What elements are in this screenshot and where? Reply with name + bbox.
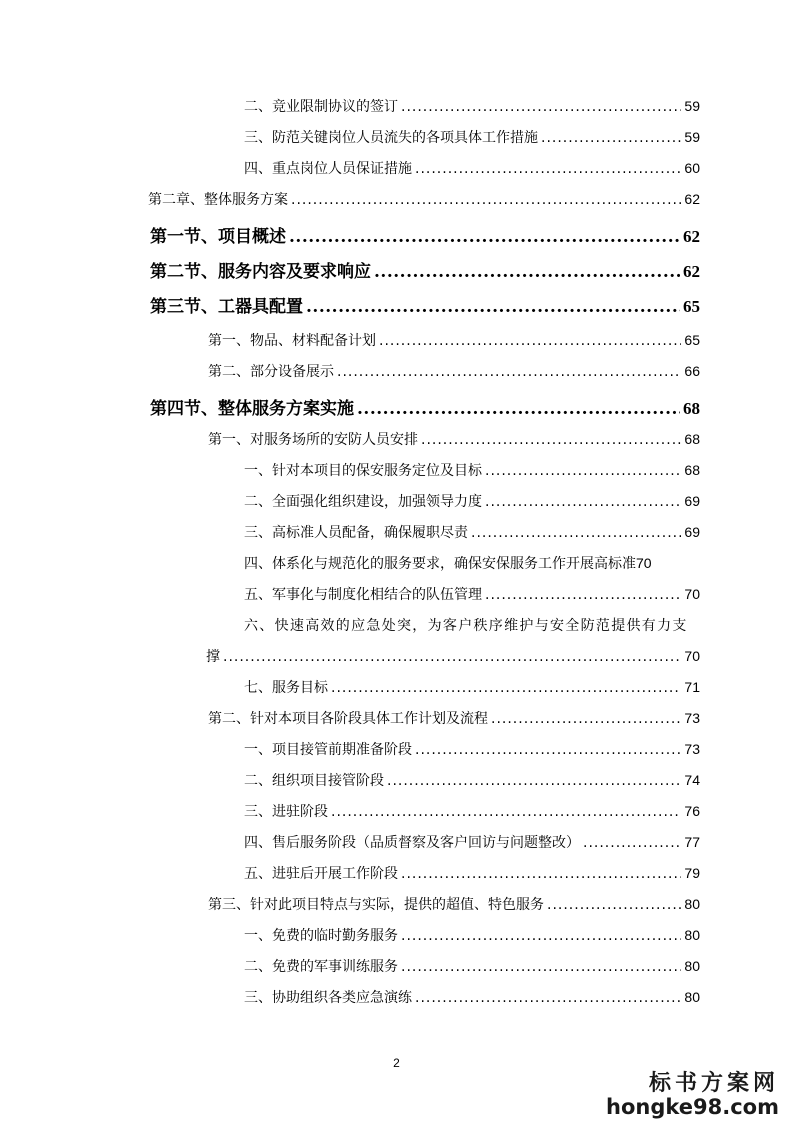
toc-entry-title: 第一、物品、材料配备计划: [208, 333, 376, 349]
toc-page-number: 68: [683, 399, 700, 418]
toc-leader-dots: [547, 897, 681, 913]
watermark-title: 标书方案网: [648, 1070, 779, 1096]
toc-page-number: 70: [636, 555, 652, 571]
toc-leader-dots: [491, 711, 681, 727]
toc-entry-title: 四、重点岗位人员保证措施: [244, 161, 412, 177]
toc-entry-title: 第二节、服务内容及要求响应: [150, 262, 371, 282]
toc-page-number: 62: [683, 227, 700, 246]
toc-page-number: 62: [683, 262, 700, 281]
toc-entry-title: 四、售后服务阶段（品质督察及客户回访与问题整改）: [244, 835, 580, 851]
toc-entry-title: 七、服务目标: [244, 680, 328, 696]
toc-page-number: 80: [684, 927, 700, 943]
toc-leader-dots: [415, 990, 681, 1006]
toc-page-number: 74: [684, 772, 700, 788]
toc-entry[interactable]: [244, 584, 700, 602]
toc-page-number: 80: [684, 989, 700, 1005]
toc-entry-title: 二、组织项目接管阶段: [244, 773, 384, 789]
toc-entry-title: 一、针对本项目的保安服务定位及目标: [244, 463, 482, 479]
toc-page-number: 80: [684, 896, 700, 912]
page-number: 2: [393, 1056, 400, 1070]
toc-page-number: 65: [684, 332, 700, 348]
toc-leader-dots: [485, 494, 681, 510]
toc-leader-dots: [374, 262, 680, 282]
toc-page-number: 71: [684, 679, 700, 695]
toc-entry-title: 二、全面强化组织建设，加强领导力度: [244, 494, 482, 510]
toc-leader-dots: [401, 959, 681, 975]
toc-entry-title: 一、免费的临时勤务服务: [244, 928, 398, 944]
toc-page-number: 73: [684, 710, 700, 726]
toc-page-number: 68: [684, 462, 700, 478]
toc-leader-dots: [541, 130, 681, 146]
toc-entry[interactable]: [208, 708, 700, 726]
toc-leader-dots: [471, 525, 681, 541]
toc-entry[interactable]: [208, 330, 700, 348]
toc-leader-dots: [421, 432, 681, 448]
toc-entry[interactable]: [150, 222, 700, 247]
toc-page-number: 69: [684, 524, 700, 540]
toc-page-number: 68: [684, 431, 700, 447]
toc-entry[interactable]: [244, 522, 700, 540]
toc-leader-dots: [306, 297, 680, 317]
toc-entry[interactable]: [244, 96, 700, 114]
toc-leader-dots: [331, 804, 681, 820]
toc-leader-dots: [485, 587, 681, 603]
toc-entry-title: 撑: [206, 649, 220, 665]
toc-leader-dots: [331, 680, 681, 696]
toc-entry-title: 第一节、项目概述: [150, 227, 286, 247]
toc-entry[interactable]: [244, 127, 700, 145]
toc-leader-dots: [485, 463, 681, 479]
toc-leader-dots: [387, 773, 681, 789]
toc-leader-dots: [291, 192, 681, 208]
toc-entry[interactable]: [208, 361, 700, 379]
toc-entry[interactable]: [244, 925, 700, 943]
toc-page-number: 60: [684, 160, 700, 176]
toc-entry-text: 六、快速高效的应急处突，为客户秩序维护与安全防范提供有力支: [244, 618, 688, 634]
watermark-url: hongke98.com: [606, 1095, 779, 1119]
toc-entry-title: 五、军事化与制度化相结合的队伍管理: [244, 587, 482, 603]
toc-entry[interactable]: [244, 677, 700, 695]
toc-page-number: 79: [684, 865, 700, 881]
toc-entry-title: 五、进驻后开展工作阶段: [244, 866, 398, 882]
toc-entry[interactable]: [206, 646, 700, 664]
toc-entry[interactable]: [244, 863, 700, 881]
watermark-logo: [606, 1066, 779, 1119]
toc-entry-title: 第三、针对此项目特点与实际，提供的超值、特色服务: [208, 897, 544, 913]
toc-page-number: 70: [684, 648, 700, 664]
toc-leader-dots: [401, 99, 681, 115]
toc-leader-dots: [337, 364, 681, 380]
toc-entry-title: 四、体系化与规范化的服务要求，确保安保服务工作开展高标准: [244, 556, 636, 572]
toc-entry[interactable]: [244, 553, 700, 571]
toc-page-number: 73: [684, 741, 700, 757]
toc-page-number: 76: [684, 803, 700, 819]
toc-entry-title: 一、项目接管前期准备阶段: [244, 742, 412, 758]
toc-leader-dots: [357, 399, 680, 419]
toc-leader-dots: [223, 649, 681, 665]
toc-page-number: 80: [684, 958, 700, 974]
toc-entry[interactable]: [244, 158, 700, 176]
toc-entry[interactable]: [244, 460, 700, 478]
toc-page-number: 77: [684, 834, 700, 850]
toc-page-number: 66: [684, 363, 700, 379]
toc-page-number: 59: [684, 129, 700, 145]
toc-leader-dots: [415, 161, 681, 177]
toc-page-number: 65: [683, 297, 700, 316]
toc-leader-dots: [415, 742, 681, 758]
toc-entry[interactable]: [244, 987, 700, 1005]
toc-entry[interactable]: [148, 189, 700, 207]
toc-entry[interactable]: [244, 491, 700, 509]
toc-entry-title: 三、进驻阶段: [244, 804, 328, 820]
toc-entry-title: 三、防范关键岗位人员流失的各项具体工作措施: [244, 130, 538, 146]
toc-entry-title: 第一、对服务场所的安防人员安排: [208, 432, 418, 448]
toc-leader-dots: [401, 866, 681, 882]
toc-entry-title: 第三节、工器具配置: [150, 297, 303, 317]
toc-entry[interactable]: [150, 292, 700, 317]
toc-page-number: 70: [684, 586, 700, 602]
toc-entry-title: 三、高标准人员配备，确保履职尽责: [244, 525, 468, 541]
toc-entry[interactable]: [208, 894, 700, 912]
toc-entry-title: 第四节、整体服务方案实施: [150, 399, 354, 419]
toc-page-number: 69: [684, 493, 700, 509]
toc-entry[interactable]: [244, 956, 700, 974]
toc-entry[interactable]: [150, 257, 700, 282]
toc-leader-dots: [401, 928, 681, 944]
toc-entry[interactable]: [244, 832, 700, 850]
toc-entry-title: 二、竞业限制协议的签订: [244, 99, 398, 115]
toc-entry-title: 第二、部分设备展示: [208, 364, 334, 380]
toc-entry-title: 第二、针对本项目各阶段具体工作计划及流程: [208, 711, 488, 727]
toc-leader-dots: [583, 835, 681, 851]
toc-entry[interactable]: [244, 739, 700, 757]
toc-entry-title: 二、免费的军事训练服务: [244, 959, 398, 975]
toc-entry[interactable]: [244, 801, 700, 819]
toc-entry[interactable]: [244, 770, 700, 788]
toc-entry-title: 三、协助组织各类应急演练: [244, 990, 412, 1006]
toc-entry[interactable]: [150, 394, 700, 419]
toc-page-number: 59: [684, 98, 700, 114]
toc-page-number: 62: [684, 191, 700, 207]
toc-leader-dots: [379, 333, 681, 349]
toc-entry-title: 第二章、整体服务方案: [148, 192, 288, 208]
toc-leader-dots: [289, 227, 680, 247]
toc-entry[interactable]: [208, 429, 700, 447]
